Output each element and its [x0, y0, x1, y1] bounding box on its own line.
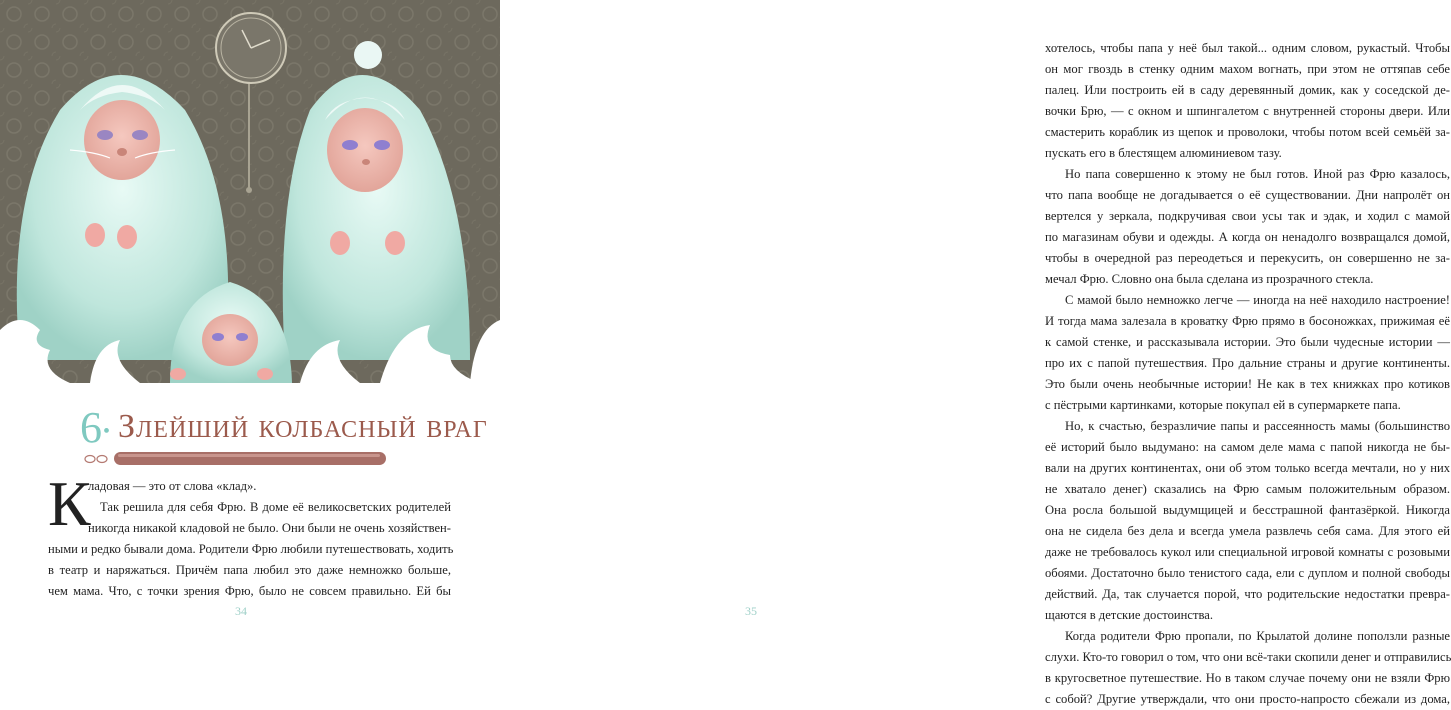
text-line: не хватало денег) сказались на Фрю самым положительным образом.: [1045, 482, 1450, 496]
text-line: никогда никакой кладовой не было. Они были не очень хозяйствен-: [88, 521, 451, 535]
text-line: обоями. Достаточно было тенистого сада, ели с дуплом и полной свободы: [1045, 566, 1450, 580]
text-line: вертелся у зеркала, подкручивая свои усы так и эдак, и ходил с мамой: [1045, 209, 1450, 223]
illustration-art: [0, 0, 500, 383]
text-line: Но, к счастью, безразличие папы и рассеянность мамы (большинство: [1065, 419, 1450, 433]
text-line: Так решила для себя Фрю. В доме её великосветских родителей: [100, 500, 451, 514]
text-line: мечал Фрю. Словно она была сделана из прозрачного стекла.: [1045, 272, 1374, 286]
text-line: вали на других континентах, они об этом только всегда мечтали, но у них: [1045, 461, 1450, 475]
text-line: он мог гвоздь в стенку одним махом вогнать, при этом не оттяпав себе: [1045, 62, 1450, 76]
text-line: с собой? Другие утверждали, что они просто-напросто сбежали из дома,: [1045, 692, 1450, 706]
text-line: по магазинам обуви и одежды. А когда он ненадолго возвращался домой,: [1045, 230, 1450, 244]
text-line: Это были очень необычные истории! Не как в тех книжках про котиков: [1045, 377, 1450, 391]
chapter-title: Злейший колбасный враг: [118, 408, 488, 445]
text-line: пускать его в блестящем алюминиевом тазу.: [1045, 146, 1282, 160]
page-number-right: 35: [745, 604, 757, 618]
text-line: Но папа совершенно к этому не был готов. Иной раз Фрю казалось,: [1065, 167, 1450, 181]
text-line: про их с папой путешествия. Про дальние страны и другие континенты.: [1045, 356, 1450, 370]
text-line: чтобы в очередной раз переодеться и перекусить, он совершенно не за-: [1045, 251, 1450, 265]
chapter-number: 6•: [80, 403, 112, 452]
right-page: [500, 0, 1451, 706]
drop-cap: К: [48, 468, 91, 539]
text-line: она не сидела без дела и всегда умела развлечь себя сама. Для этого ей: [1045, 524, 1450, 538]
text-line: что папа вообще не догадывается о её существовании. Дни напролёт он: [1045, 188, 1450, 202]
text-line: смастерить кораблик из щепок и проволоки, чтобы потом всей семьёй за-: [1045, 125, 1450, 139]
text-line: даже не требовалось кукол или специальной игровой комнаты с розовыми: [1045, 545, 1450, 559]
text-line: С мамой было немножко легче — иногда на неё находило настроение!: [1065, 293, 1450, 307]
right-page-text: [1045, 38, 1450, 710]
text-line: в театр и наряжаться. Причём папа любил это даже немножко больше,: [48, 563, 451, 577]
text-line: ными и редко бывали дома. Родители Фрю любили путешествовать, ходить: [48, 542, 454, 556]
text-line: хотелось, чтобы папа у неё был такой... одним словом, рукастый. Чтобы: [1045, 41, 1450, 55]
text-line: к самой стенке, и рассказывала истории. Это были чудесные истории —: [1045, 335, 1450, 349]
text-line: И тогда мама залезала в кроватку Фрю прямо в босоножках, прижимая её: [1045, 314, 1450, 328]
text-line: в кругосветное путешествие. Но в таком случае почему они не взяли Фрю: [1045, 671, 1450, 685]
text-line: щаются в детские достоинства.: [1045, 608, 1213, 622]
text-line: слухи. Кто-то говорил о том, что они всё-таки скопили денег и отправились: [1045, 650, 1451, 664]
text-line: вочки Брю, — с окном и шпингалетом с внутренней стороны двери. Или: [1045, 104, 1450, 118]
text-line: Она росла большой выдумщицей и бесстрашной фантазёркой. Никогда: [1045, 503, 1450, 517]
chapter-separator: •: [103, 420, 112, 443]
sausage-divider: [82, 449, 394, 469]
text-line: Когда родители Фрю пропали, по Крылатой долине поползли разные: [1065, 629, 1450, 643]
text-line: её историй было выдумано: на самом деле мама с папой никогда не бы-: [1045, 440, 1450, 454]
text-line: палец. Или построить ей в саду деревянный домик, как у соседской де-: [1045, 83, 1450, 97]
text-line: действий. Да, так случается порой, что родительские недостатки превра-: [1045, 587, 1450, 601]
illustration-family: [0, 0, 500, 383]
text-line: ладовая — это от слова «клад».: [88, 479, 257, 493]
left-page-text: [48, 476, 454, 602]
left-page: [0, 0, 500, 650]
text-line: чем мама. Что, с точки зрения Фрю, было не совсем правильно. Ей бы: [48, 584, 451, 598]
text-line: с пёстрыми картинками, которые покупал ей в супермаркете папа.: [1045, 398, 1401, 412]
page-number-left: 34: [235, 604, 247, 618]
